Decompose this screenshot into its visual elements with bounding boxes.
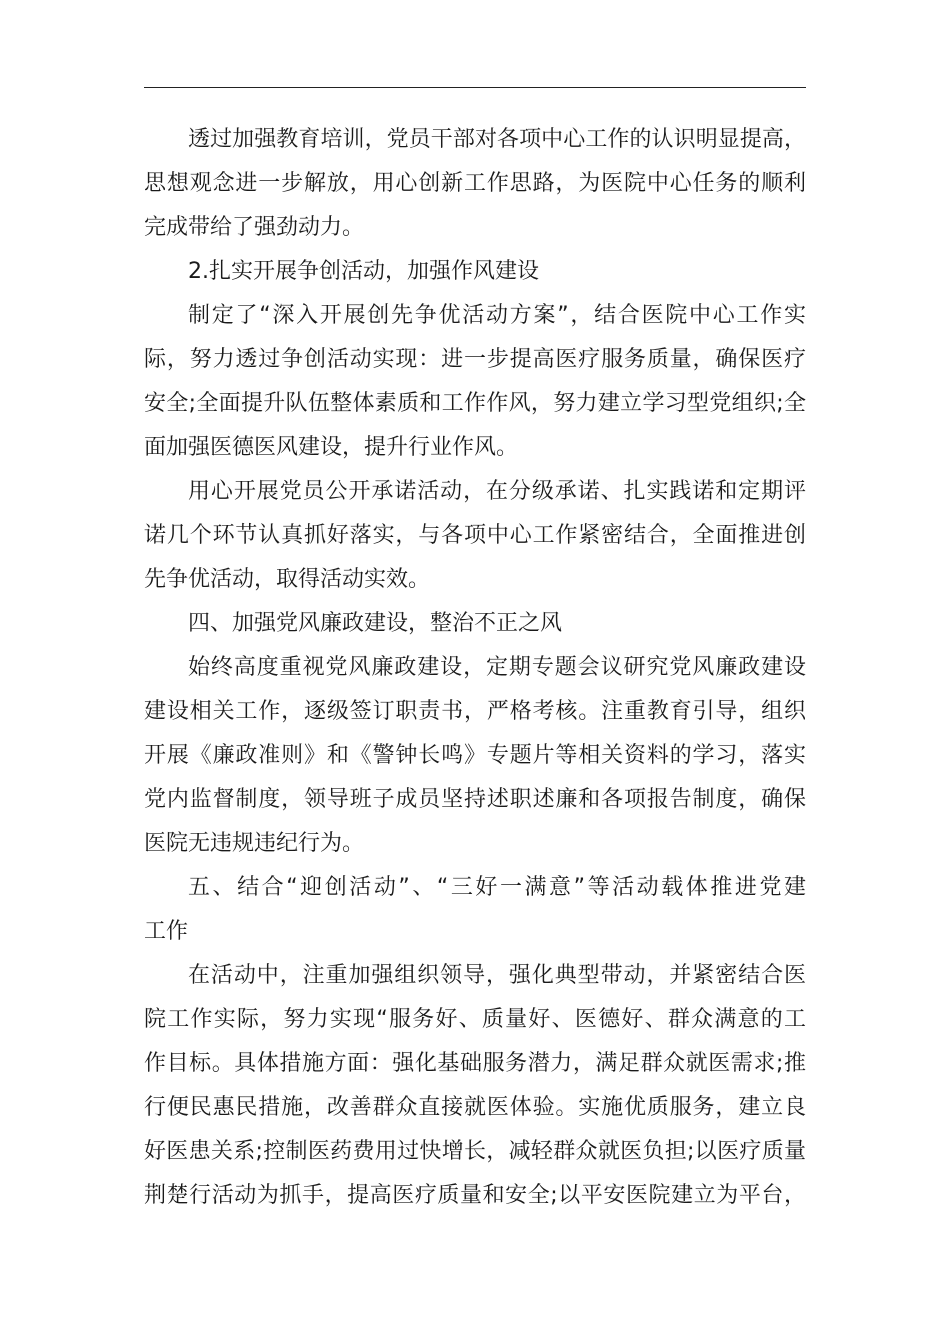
body-line: 际，努力透过争创活动实现：进一步提高医疗服务质量，确保医疗 [144,347,806,372]
section-heading: 工作 [144,919,189,944]
section-heading: 2.扎实开展争创活动，加强作风建设 [188,259,539,284]
body-line: 透过加强教育培训，党员干部对各项中心工作的认识明显提高， [188,127,806,152]
body-line: 制定了“深入开展创先争优活动方案”，结合医院中心工作实 [188,303,806,328]
body-line: 先争优活动，取得活动实效。 [144,567,431,592]
body-line: 思想观念进一步解放，用心创新工作思路，为医院中心任务的顺利 [144,171,806,196]
section-heading: 五、结合“迎创活动”、“三好一满意”等活动载体推进党建 [188,875,806,900]
body-line: 好医患关系;控制医药费用过快增长，减轻群众就医负担;以医疗质量 [144,1139,806,1164]
body-line: 荆楚行活动为抓手，提高医疗质量和安全;以平安医院建立为平台， [144,1183,806,1208]
body-line: 面加强医德医风建设，提升行业作风。 [144,435,519,460]
body-line: 行便民惠民措施，改善群众直接就医体验。实施优质服务，建立良 [144,1095,806,1120]
body-line: 用心开展党员公开承诺活动，在分级承诺、扎实践诺和定期评 [188,479,806,504]
body-line: 始终高度重视党风廉政建设，定期专题会议研究党风廉政建设 [188,655,806,680]
body-line: 院工作实际，努力实现“服务好、质量好、医德好、群众满意的工 [144,1007,806,1032]
body-line: 作目标。具体措施方面：强化基础服务潜力，满足群众就医需求;推 [144,1051,806,1076]
body-line: 安全;全面提升队伍整体素质和工作作风，努力建立学习型党组织;全 [144,391,806,416]
body-line: 完成带给了强劲动力。 [144,215,365,240]
header-rule [144,87,806,88]
body-line: 诺几个环节认真抓好落实，与各项中心工作紧密结合，全面推进创 [144,523,806,548]
body-line: 医院无违规违纪行为。 [144,831,365,856]
body-line: 在活动中，注重加强组织领导，强化典型带动，并紧密结合医 [188,963,806,988]
section-heading: 四、加强党风廉政建设，整治不正之风 [188,611,563,636]
body-line: 党内监督制度，领导班子成员坚持述职述廉和各项报告制度，确保 [144,787,806,812]
body-line: 建设相关工作，逐级签订职责书，严格考核。注重教育引导，组织 [144,699,806,724]
body-line: 开展《廉政准则》和《警钟长鸣》专题片等相关资料的学习，落实 [144,743,806,768]
